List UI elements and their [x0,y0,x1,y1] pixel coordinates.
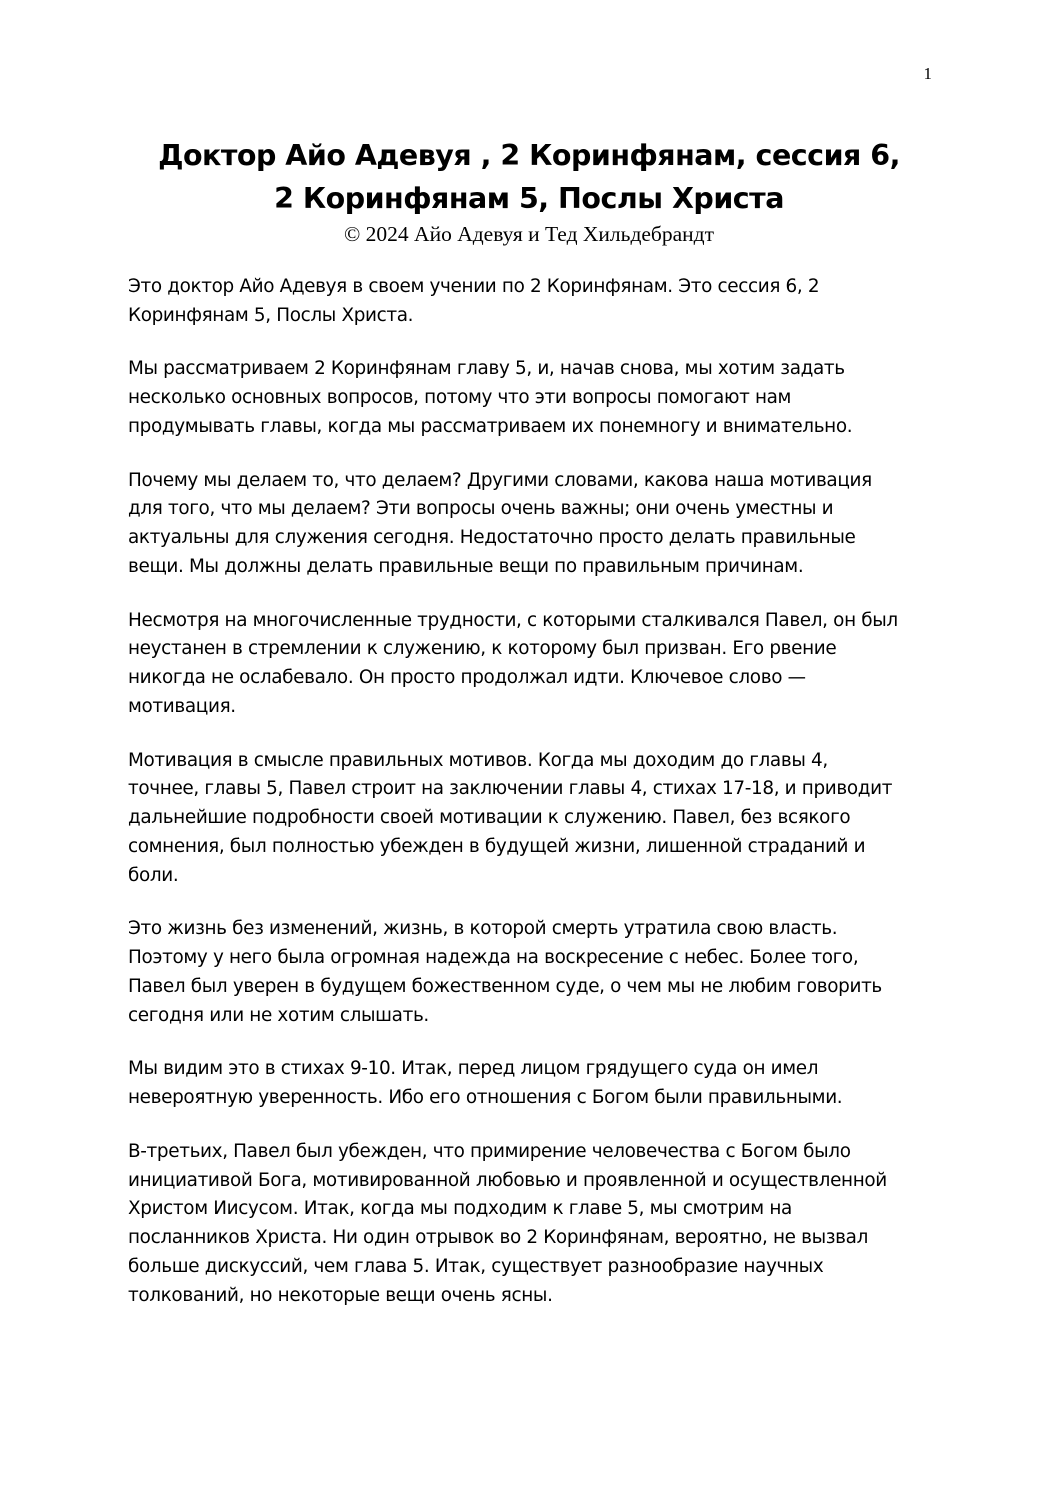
paragraph-line: неустанен в стремлении к служению, к которому был призван. Его рвение [128,638,837,660]
paragraph-line: Мотивация в смысле правильных мотивов. Когда мы доходим до главы 4, [128,749,828,771]
paragraph [128,607,948,722]
paragraph [128,747,948,891]
paragraph-line: Мы видим это в стихах 9-10. Итак, перед лицом грядущего суда он имел [128,1058,819,1080]
page-number: 1 [923,64,932,83]
paragraph-line: больше дискуссий, чем глава 5. Итак, существует разнообразие научных [128,1255,824,1277]
paragraph-line: невероятную уверенность. Ибо его отношения с Богом были правильными. [128,1087,843,1109]
paragraph-line: толкований, но некоторые вещи очень ясны. [128,1284,553,1306]
paragraph-line: Коринфянам 5, Послы Христа. [128,304,414,326]
title-line: Доктор Айо Адевуя , 2 Коринфянам, сессия 6, [158,139,900,172]
paragraph [128,1138,948,1311]
paragraph [128,467,948,582]
paragraph-line: Почему мы делаем то, что делаем? Другими словами, какова наша мотивация [128,469,872,491]
paragraph-line: сомнения, был полностью убежден в будущей жизни, лишенной страданий и [128,835,866,857]
paragraph-line: актуальны для служения сегодня. Недостаточно просто делать правильные [128,527,856,549]
paragraph [128,1055,948,1113]
paragraph-line: Мы рассматриваем 2 Коринфянам главу 5, и, начав снова, мы хотим задать [128,358,845,380]
paragraph-line: Христом Иисусом. Итак, когда мы подходим к главе 5, мы смотрим на [128,1198,792,1220]
paragraph-line: продумывать главы, когда мы рассматриваем их понемногу и внимательно. [128,415,853,437]
paragraph-line: сегодня или не хотим слышать. [128,1004,429,1026]
paragraph [128,355,948,441]
document-title [80,134,978,220]
paragraph-line: для того, что мы делаем? Эти вопросы очень важны; они очень уместны и [128,498,834,520]
paragraph-line: дальнейшие подробности своей мотивации к служению. Павел, без всякого [128,807,851,829]
paragraph-line: вещи. Мы должны делать правильные вещи по правильным причинам. [128,555,804,577]
paragraph-line: мотивация. [128,695,236,717]
paragraph-line: В-третьих, Павел был убежден, что примирение человечества с Богом было [128,1140,851,1162]
title-line: 2 Коринфянам 5, Послы Христа [274,182,784,215]
paragraph-line: Это доктор Айо Адевуя в своем учении по 2 Коринфянам. Это сессия 6, 2 [128,276,820,297]
paragraph-line: Поэтому у него была огромная надежда на воскресение с небес. Более того, [128,947,859,969]
paragraph-line: инициативой Бога, мотивированной любовью и проявленной и осуществленной [128,1169,887,1191]
paragraph-line: посланников Христа. Ни один отрывок во 2 Коринфянам, вероятно, не вызвал [128,1227,868,1249]
paragraph [128,273,948,331]
paragraph-line: Павел был уверен в будущем божественном суде, о чем мы не любим говорить [128,975,882,997]
paragraph-line: Это жизнь без изменений, жизнь, в которой смерть утратила свою власть. [128,918,838,940]
paragraph-line: несколько основных вопросов, потому что эти вопросы помогают нам [128,387,792,409]
paragraph-line: никогда не ослабевало. Он просто продолжал идти. Ключевое слово — [128,667,806,689]
paragraph-line: боли. [128,864,179,886]
paragraph-line: Несмотря на многочисленные трудности, с которыми сталкивался Павел, он был [128,609,898,631]
document-body [128,273,948,1335]
copyright-notice: © 2024 Айо Адевуя и Тед Хильдебрандт [343,222,715,246]
paragraph-line: точнее, главы 5, Павел строит на заключении главы 4, стихах 17-18, и приводит [128,778,893,800]
paragraph [128,915,948,1030]
